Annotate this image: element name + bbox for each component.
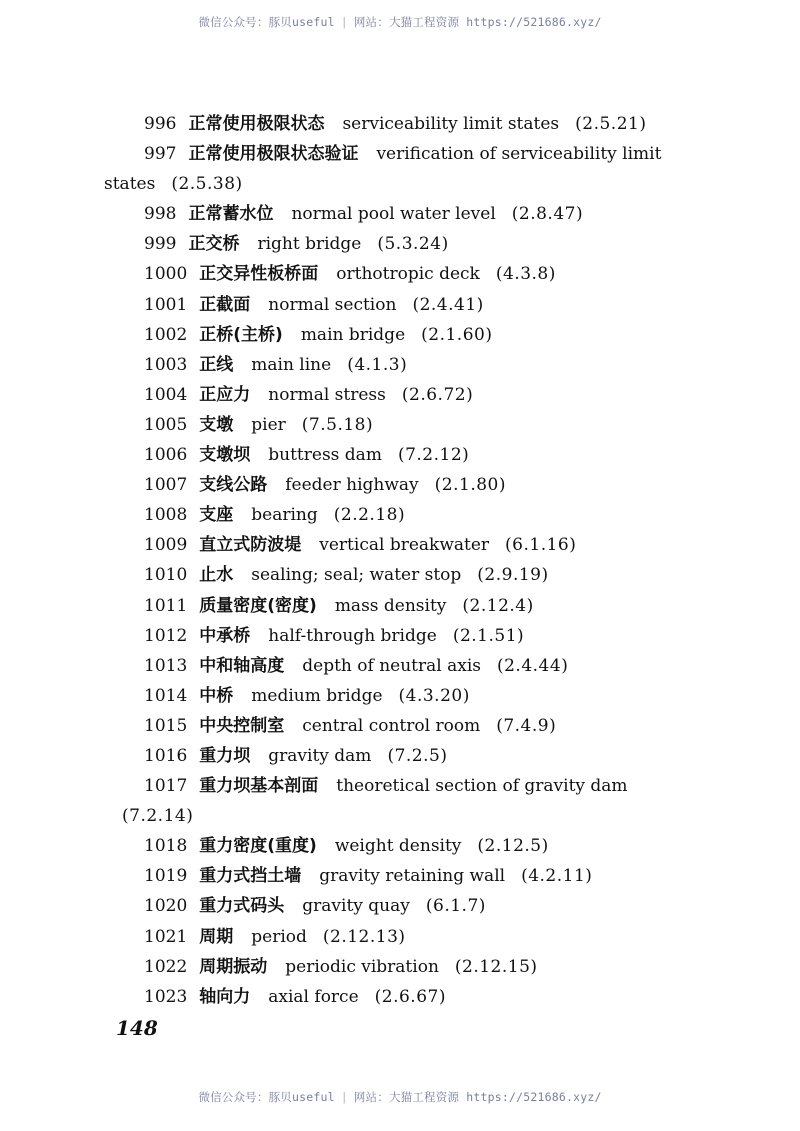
- glossary-entry: [0, 560, 800, 590]
- entry-number: 1019: [144, 866, 188, 887]
- glossary-entry: [0, 410, 800, 440]
- entry-chinese-term: 中桥: [199, 685, 234, 706]
- entry-section-reference: (7.2.12): [397, 445, 470, 466]
- glossary-entry: [0, 440, 800, 470]
- entry-chinese-term: 正线: [199, 354, 234, 375]
- entry-english-term: serviceability limit states: [342, 114, 560, 134]
- entry-english-term: medium bridge: [251, 685, 383, 706]
- entry-section-reference: (2.1.80): [434, 475, 507, 496]
- entry-english-term: depth of neutral axis: [302, 655, 481, 676]
- entry-number: 1023: [144, 986, 188, 1007]
- entry-english-term: axial force: [268, 986, 359, 1007]
- entry-chinese-term: 直立式防波堤: [199, 535, 302, 556]
- glossary-entry: [0, 109, 800, 139]
- glossary-entry: [0, 380, 800, 410]
- entry-section-reference: (7.5.18): [301, 414, 374, 435]
- entry-section-reference: (2.4.44): [496, 655, 569, 676]
- entry-chinese-term: 支墩坝: [199, 445, 251, 466]
- entry-section-reference: (7.2.14): [122, 806, 194, 827]
- glossary-entry: [0, 290, 800, 320]
- glossary-entry-continuation: [0, 169, 800, 199]
- entry-english-term: theoretical section of gravity dam: [336, 776, 628, 797]
- entry-english-term: main line: [251, 354, 332, 375]
- entry-english-term: periodic vibration: [285, 956, 439, 977]
- entry-english-term: mass density: [334, 595, 447, 616]
- entry-chinese-term: 轴向力: [199, 986, 251, 1007]
- entry-chinese-term: 质量密度(密度): [199, 595, 317, 616]
- glossary-entry: [0, 982, 800, 1012]
- glossary-entry: [0, 922, 800, 952]
- glossary-entry: [0, 320, 800, 350]
- entry-english-term: gravity dam: [268, 745, 372, 766]
- entry-chinese-term: 正桥(主桥): [199, 324, 283, 345]
- entry-chinese-term: 正交异性板桥面: [199, 264, 319, 285]
- glossary-entry-continuation: [0, 801, 800, 831]
- entry-section-reference: (2.8.47): [511, 204, 584, 225]
- entry-section-reference: (2.12.5): [477, 836, 549, 857]
- entry-number: 1003: [144, 354, 188, 375]
- entry-english-term: central control room: [302, 715, 481, 736]
- entry-chinese-term: 正交桥: [188, 234, 240, 255]
- glossary-entry: [0, 470, 800, 500]
- entry-section-reference: (4.1.3): [347, 354, 408, 375]
- entry-number: 1001: [144, 294, 188, 315]
- entry-chinese-term: 重力坝基本剖面: [199, 776, 319, 797]
- entry-section-reference: (2.5.21): [575, 114, 647, 134]
- entry-number: 1004: [144, 384, 188, 405]
- entry-number: 1006: [144, 445, 188, 466]
- glossary-entry: [0, 591, 800, 621]
- entry-number: 1017: [144, 776, 188, 797]
- entry-chinese-term: 重力式码头: [199, 896, 285, 917]
- entry-english-term: orthotropic deck: [336, 264, 480, 285]
- entry-number: 1015: [144, 715, 188, 736]
- entry-section-reference: (6.1.7): [425, 896, 486, 917]
- glossary-entry: [0, 741, 800, 771]
- glossary-entry: [0, 530, 800, 560]
- glossary-entry: [0, 199, 800, 229]
- entry-section-reference: (2.6.72): [401, 384, 474, 405]
- entry-chinese-term: 止水: [199, 565, 234, 586]
- entry-number: 1013: [144, 655, 188, 676]
- entry-english-term: normal section: [268, 294, 397, 315]
- entry-section-reference: (2.9.19): [477, 565, 549, 586]
- entry-section-reference: (2.12.4): [462, 595, 534, 616]
- entry-english-term: verification of serviceability limit: [376, 144, 662, 165]
- entry-chinese-term: 正截面: [199, 294, 251, 315]
- watermark-separator: |: [340, 1090, 348, 1104]
- entry-english-term: period: [251, 926, 307, 947]
- entry-chinese-term: 重力密度(重度): [199, 836, 317, 857]
- glossary-entry: [0, 891, 800, 921]
- entry-section-reference: (2.4.41): [412, 294, 484, 315]
- glossary-entry: [0, 139, 800, 169]
- entry-chinese-term: 正常蓄水位: [188, 204, 274, 225]
- entry-english-term: right bridge: [257, 234, 362, 255]
- entry-section-reference: (5.3.24): [377, 234, 449, 255]
- entry-chinese-term: 周期振动: [199, 956, 268, 977]
- entry-number: 1021: [144, 926, 188, 947]
- entry-section-reference: (7.2.5): [387, 745, 448, 766]
- entry-chinese-term: 支墩: [199, 414, 234, 435]
- entry-chinese-term: 中央控制室: [199, 715, 285, 736]
- entry-section-reference: (2.12.15): [454, 956, 538, 977]
- glossary-entry: [0, 651, 800, 681]
- glossary-entry: [0, 500, 800, 530]
- entry-english-term: buttress dam: [268, 445, 382, 466]
- entry-section-reference: (2.6.67): [374, 986, 446, 1007]
- entry-english-term: bearing: [251, 505, 318, 526]
- entry-english-term: sealing; seal; water stop: [251, 565, 462, 586]
- entry-english-term: pier: [251, 414, 286, 435]
- entry-section-reference: (2.12.13): [322, 926, 406, 947]
- entry-number: 998: [144, 204, 177, 225]
- entry-number: 1012: [144, 625, 188, 646]
- entry-section-reference: (2.1.51): [452, 625, 525, 646]
- entry-english-term: main bridge: [300, 324, 406, 345]
- glossary-entry: [0, 621, 800, 651]
- entry-number: 1022: [144, 956, 188, 977]
- entry-chinese-term: 支座: [199, 505, 234, 526]
- entry-section-reference: (4.3.8): [495, 264, 556, 285]
- entry-section-reference: (2.5.38): [171, 174, 243, 195]
- entry-number: 1010: [144, 565, 188, 586]
- entry-chinese-term: 中和轴高度: [199, 655, 285, 676]
- glossary-entry: [0, 259, 800, 289]
- glossary-entry: [0, 952, 800, 982]
- entry-number: 1007: [144, 475, 188, 496]
- entry-section-reference: (2.1.60): [421, 324, 493, 345]
- entry-section-reference: (6.1.16): [505, 535, 577, 556]
- watermark-right-text: 网站：大猫工程资源 https://521686.xyz/: [353, 15, 602, 29]
- watermark-separator: |: [340, 15, 348, 29]
- entry-chinese-term: 重力坝: [199, 745, 251, 766]
- entry-english-term: half-through bridge: [268, 625, 437, 646]
- entry-chinese-term: 支线公路: [199, 475, 268, 496]
- entry-english-term: normal stress: [268, 384, 386, 405]
- glossary-entry: [0, 861, 800, 891]
- entry-number: 1016: [144, 745, 188, 766]
- watermark-bottom: [0, 1089, 800, 1105]
- watermark-top: [0, 14, 800, 30]
- entry-number: 1002: [144, 324, 188, 345]
- entry-number: 1020: [144, 896, 188, 917]
- entry-number: 1000: [144, 264, 188, 285]
- glossary-entry: [0, 350, 800, 380]
- entry-number: 1011: [144, 595, 188, 616]
- entry-number: 1009: [144, 535, 188, 556]
- entry-chinese-term: 正常使用极限状态: [188, 114, 325, 134]
- entry-number: 1008: [144, 505, 188, 526]
- entry-number: 1014: [144, 685, 188, 706]
- entry-section-reference: (2.2.18): [333, 505, 406, 526]
- glossary-entry-list: [0, 109, 800, 1012]
- watermark-left-text: 微信公众号：豚贝useful: [198, 15, 335, 29]
- entry-english-term: feeder highway: [285, 475, 419, 496]
- entry-english-term: weight density: [334, 836, 462, 857]
- glossary-entry: [0, 229, 800, 259]
- entry-section-reference: (7.4.9): [496, 715, 557, 736]
- entry-number: 996: [144, 114, 177, 134]
- entry-chinese-term: 重力式挡土墙: [199, 866, 302, 887]
- glossary-entry: [0, 771, 800, 801]
- page-number: 148: [116, 1016, 158, 1040]
- entry-chinese-term: 中承桥: [199, 625, 251, 646]
- entry-number: 1005: [144, 414, 188, 435]
- watermark-left-text: 微信公众号：豚贝useful: [198, 1090, 335, 1104]
- entry-section-reference: (4.3.20): [398, 685, 470, 706]
- entry-english-term: gravity quay: [302, 896, 410, 917]
- entry-section-reference: (4.2.11): [521, 866, 593, 887]
- entry-english-term-continued: states: [104, 174, 156, 195]
- entry-number: 999: [144, 234, 177, 255]
- entry-chinese-term: 正常使用极限状态验证: [188, 144, 359, 165]
- entry-number: 997: [144, 144, 177, 165]
- entry-number: 1018: [144, 836, 188, 857]
- watermark-right-text: 网站：大猫工程资源 https://521686.xyz/: [353, 1090, 602, 1104]
- glossary-entry: [0, 831, 800, 861]
- glossary-entry: [0, 681, 800, 711]
- entry-chinese-term: 正应力: [199, 384, 251, 405]
- entry-english-term: normal pool water level: [291, 204, 496, 225]
- entry-english-term: vertical breakwater: [319, 535, 490, 556]
- glossary-entry: [0, 711, 800, 741]
- entry-english-term: gravity retaining wall: [319, 866, 506, 887]
- entry-chinese-term: 周期: [199, 926, 234, 947]
